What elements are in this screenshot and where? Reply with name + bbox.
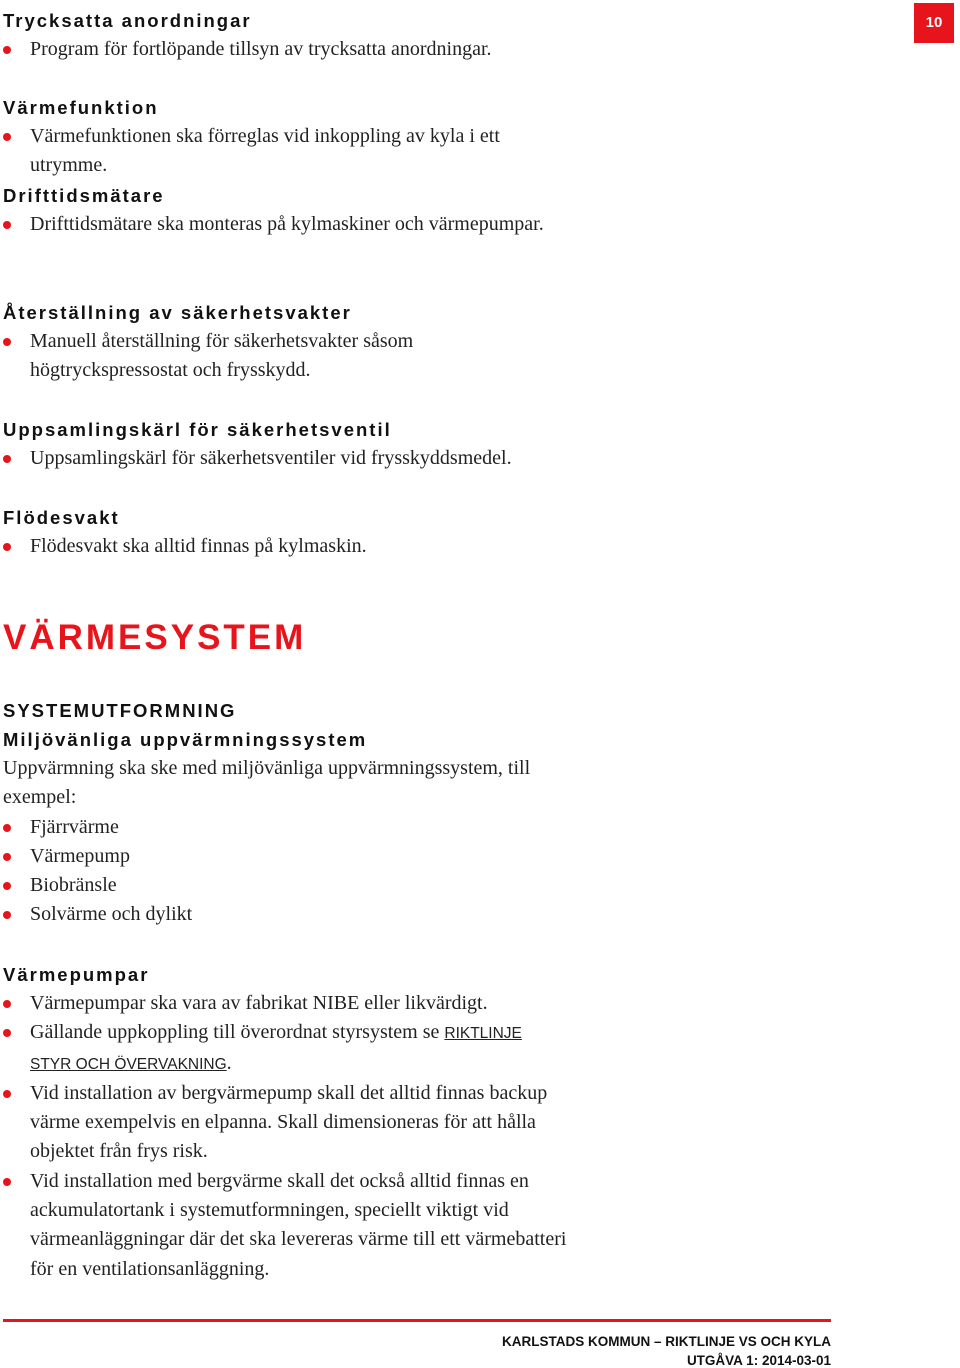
list-item-text: Värmefunktionen ska förreglas vid inkoppling av kyla i ett utrymme. [30, 125, 500, 177]
list-item [3, 532, 570, 561]
bullet-icon [3, 1029, 11, 1037]
list-item-text: Manuell återställning för säkerhetsvakter såsom högtryckspressostat och frysskydd. [30, 330, 414, 382]
bullet-list [3, 122, 903, 181]
section-systemutformning [3, 696, 903, 930]
section-heading: Drifttidsmätare [3, 185, 165, 206]
list-item-text: Program för fortlöpande tillsyn av trycksatta anordningar. [30, 38, 492, 60]
link-text-line1: RIKTLINJE [444, 1025, 522, 1043]
list-item-text: Flödesvakt ska alltid finnas på kylmaskin. [30, 535, 367, 557]
bullet-list [3, 327, 903, 386]
footer-title: KARLSTADS KOMMUN – RIKTLINJE VS OCH KYLA [501, 1334, 831, 1349]
section-heading: Flödesvakt [3, 507, 120, 528]
bullet-icon [3, 338, 11, 346]
bullet-list [3, 989, 903, 1284]
bullet-list [3, 444, 903, 473]
list-item [3, 1167, 570, 1284]
bullet-list [3, 813, 903, 930]
list-item [3, 327, 570, 386]
section-heading: Miljövänliga uppvärmningssystem [3, 729, 368, 750]
bullet-icon [3, 911, 11, 919]
list-item-text: Biobränsle [30, 874, 117, 897]
main-heading: VÄRMESYSTEM [3, 618, 307, 657]
list-item [3, 122, 570, 181]
list-item [3, 444, 650, 473]
list-item [3, 210, 570, 239]
bullet-list [3, 532, 903, 561]
list-item-text: Värmepump [30, 844, 130, 867]
section-aterstallning [3, 298, 903, 386]
bullet-icon [3, 221, 11, 229]
section-varmepumpar [3, 960, 903, 1284]
list-item [3, 1018, 590, 1079]
list-item [3, 989, 570, 1018]
list-item [3, 35, 570, 64]
bullet-icon [3, 853, 11, 861]
bullet-icon [3, 1090, 11, 1098]
section-heading: Uppsamlingskärl för säkerhetsventil [3, 419, 392, 440]
bullet-icon [3, 882, 11, 890]
section-heading: Värmefunktion [3, 97, 159, 118]
page-number-badge: 10 [914, 3, 954, 43]
section-varmefunktion [3, 93, 903, 181]
list-item-text: Vid installation med bergvärme skall det också alltid finnas en ackumulatortank i systemutformningen, speciellt viktigt vid värmeanläggningar där det ska levereras värme till ett värmebatteri för en ventilationsanläggning. [30, 1169, 567, 1280]
bullet-list [3, 35, 903, 64]
list-item [3, 900, 570, 929]
list-item-text: Värmepumpar ska vara av fabrikat NIBE eller likvärdigt. [30, 992, 488, 1014]
section-heading: Återställning av säkerhetsvakter [3, 302, 352, 323]
section-trycksatta-anordningar [3, 6, 903, 64]
list-item [3, 871, 570, 900]
list-item-text: Uppsamlingskärl för säkerhetsventiler vid frysskyddsmedel. [30, 447, 512, 469]
list-item-text: Gällande uppkoppling till överordnat styrsystem se [30, 1021, 445, 1044]
bullet-icon [3, 133, 11, 141]
list-item-suffix: . [226, 1051, 232, 1074]
list-item-text: Fjärrvärme [30, 815, 119, 838]
bullet-icon [3, 1178, 11, 1186]
subsection-heading: SYSTEMUTFORMNING [3, 700, 237, 721]
footer-edition: UTGÅVA 1: 2014-03-01 [686, 1353, 831, 1368]
section-uppsamlingskarl [3, 415, 903, 473]
bullet-icon [3, 543, 11, 551]
list-item [3, 813, 570, 842]
list-item-text: Drifttidsmätare ska monteras på kylmaskiner och värmepumpar. [30, 213, 544, 235]
intro-paragraph: Uppvärmning ska ske med miljövänliga uppvärmningssystem, till exempel: [3, 757, 531, 809]
bullet-icon [3, 1000, 11, 1008]
section-flodesvakt [3, 503, 903, 561]
bullet-icon [3, 824, 11, 832]
footer-divider [3, 1319, 831, 1322]
section-drifttidsmatare [3, 181, 903, 239]
list-item-text: Vid installation av bergvärmepump skall det alltid finnas backup värme exempelvis en elpanna. Skall dimensioneras för att hålla objektet från frys risk. [30, 1081, 548, 1163]
list-item [3, 842, 570, 871]
link-text-line2: STYR OCH ÖVERVAKNING [30, 1055, 227, 1073]
list-item-text: Solvärme och dylikt [30, 903, 193, 926]
section-heading: Värmepumpar [3, 964, 150, 985]
bullet-icon [3, 46, 11, 54]
bullet-icon [3, 455, 11, 463]
list-item [3, 1079, 570, 1167]
bullet-list [3, 210, 903, 239]
section-heading: Trycksatta anordningar [3, 10, 252, 31]
